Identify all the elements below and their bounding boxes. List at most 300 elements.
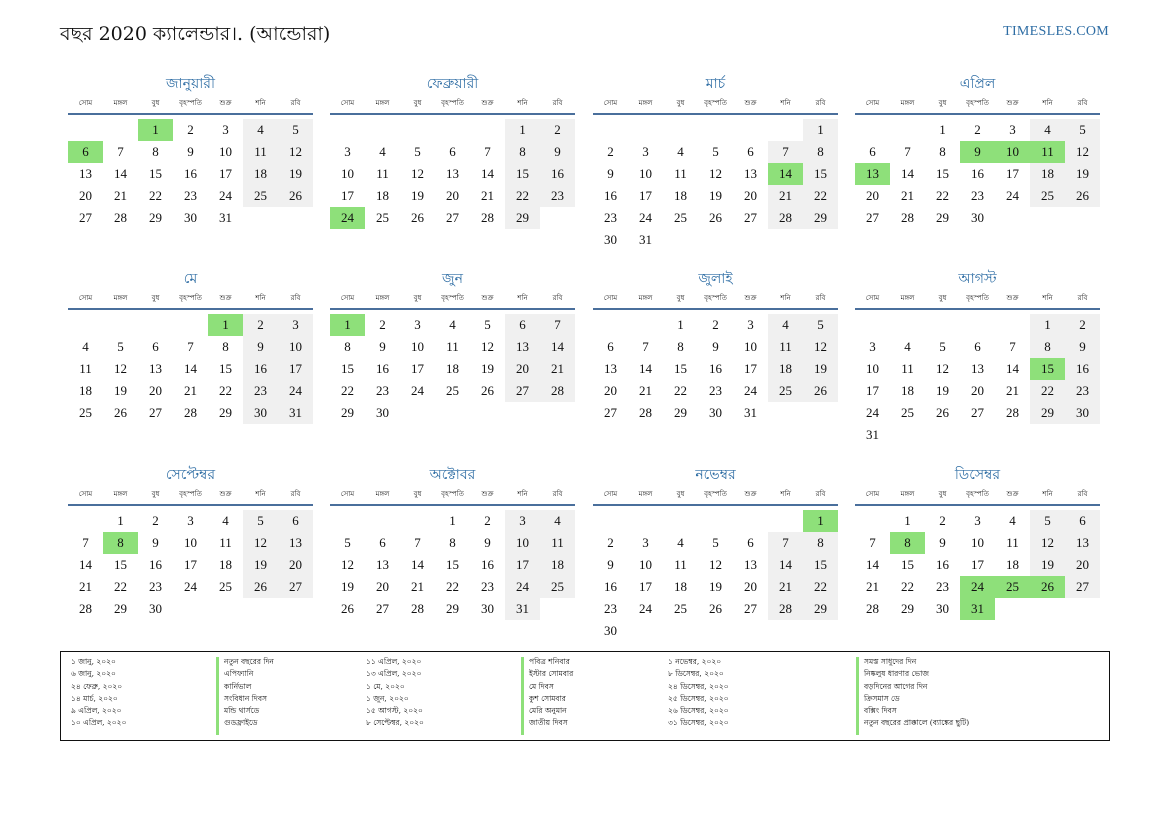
day-cell[interactable]: 13 [744, 166, 757, 181]
day-cell[interactable]: 12 [114, 361, 127, 376]
day-cell[interactable]: 16 [604, 188, 617, 203]
day-cell[interactable]: 3 [974, 513, 981, 528]
day-cell[interactable]: 12 [278, 141, 313, 163]
day-cell[interactable]: 4 [449, 317, 456, 332]
day-cell[interactable]: 26 [481, 383, 494, 398]
day-cell[interactable]: 6 [449, 144, 456, 159]
day-cell[interactable]: 22 [674, 383, 687, 398]
day-cell[interactable]: 20 [866, 188, 879, 203]
day-cell[interactable]: 28 [411, 601, 424, 616]
day-cell[interactable]: 10 [219, 144, 232, 159]
day-cell[interactable]: 8 [152, 144, 159, 159]
day-cell[interactable]: 2 [712, 317, 719, 332]
day-cell[interactable]: 6 [974, 339, 981, 354]
day-cell-holiday[interactable]: 8 [890, 532, 925, 554]
day-cell[interactable]: 16 [1065, 358, 1100, 380]
day-cell[interactable]: 2 [243, 314, 278, 336]
day-cell[interactable]: 3 [505, 510, 540, 532]
day-cell[interactable]: 6 [747, 144, 754, 159]
day-cell[interactable]: 25 [674, 601, 687, 616]
day-cell[interactable]: 24 [866, 405, 879, 420]
day-cell[interactable]: 6 [379, 535, 386, 550]
day-cell[interactable]: 22 [446, 579, 459, 594]
day-cell[interactable]: 4 [379, 144, 386, 159]
day-cell[interactable]: 17 [184, 557, 197, 572]
day-cell[interactable]: 28 [1006, 405, 1019, 420]
day-cell[interactable]: 5 [712, 535, 719, 550]
day-cell[interactable]: 31 [278, 402, 313, 424]
day-cell[interactable]: 21 [540, 358, 575, 380]
day-cell[interactable]: 16 [184, 166, 197, 181]
day-cell[interactable]: 18 [243, 163, 278, 185]
day-cell[interactable]: 25 [901, 405, 914, 420]
day-cell[interactable]: 12 [709, 166, 722, 181]
day-cell[interactable]: 28 [481, 210, 494, 225]
day-cell[interactable]: 2 [607, 144, 614, 159]
day-cell[interactable]: 19 [114, 383, 127, 398]
day-cell[interactable]: 12 [803, 336, 838, 358]
day-cell[interactable]: 14 [1006, 361, 1019, 376]
day-cell[interactable]: 4 [904, 339, 911, 354]
day-cell[interactable]: 20 [376, 579, 389, 594]
day-cell[interactable]: 28 [114, 210, 127, 225]
day-cell[interactable]: 15 [936, 166, 949, 181]
day-cell[interactable]: 21 [866, 579, 879, 594]
day-cell[interactable]: 11 [540, 532, 575, 554]
day-cell[interactable]: 7 [484, 144, 491, 159]
day-cell[interactable]: 2 [484, 513, 491, 528]
day-cell[interactable]: 13 [971, 361, 984, 376]
day-cell[interactable]: 10 [411, 339, 424, 354]
day-cell[interactable]: 2 [974, 122, 981, 137]
brand-link[interactable]: TIMESLES.COM [1003, 24, 1109, 39]
day-cell[interactable]: 24 [639, 210, 652, 225]
day-cell[interactable]: 18 [1006, 557, 1019, 572]
day-cell[interactable]: 18 [1030, 163, 1065, 185]
day-cell[interactable]: 29 [674, 405, 687, 420]
day-cell[interactable]: 22 [114, 579, 127, 594]
day-cell[interactable]: 11 [768, 336, 803, 358]
day-cell[interactable]: 17 [219, 166, 232, 181]
day-cell[interactable]: 15 [446, 557, 459, 572]
day-cell[interactable]: 11 [446, 339, 459, 354]
day-cell[interactable]: 30 [243, 402, 278, 424]
day-cell[interactable]: 9 [243, 336, 278, 358]
day-cell[interactable]: 20 [79, 188, 92, 203]
day-cell[interactable]: 2 [379, 317, 386, 332]
day-cell[interactable]: 30 [149, 601, 162, 616]
day-cell[interactable]: 25 [540, 576, 575, 598]
day-cell[interactable]: 23 [149, 579, 162, 594]
day-cell[interactable]: 19 [341, 579, 354, 594]
day-cell[interactable]: 6 [747, 535, 754, 550]
day-cell[interactable]: 29 [446, 601, 459, 616]
day-cell[interactable]: 3 [642, 144, 649, 159]
day-cell[interactable]: 23 [243, 380, 278, 402]
day-cell[interactable]: 25 [446, 383, 459, 398]
day-cell[interactable]: 14 [114, 166, 127, 181]
day-cell[interactable]: 13 [79, 166, 92, 181]
day-cell[interactable]: 1 [803, 119, 838, 141]
day-cell[interactable]: 30 [376, 405, 389, 420]
day-cell[interactable]: 27 [505, 380, 540, 402]
day-cell[interactable]: 27 [79, 210, 92, 225]
day-cell[interactable]: 9 [939, 535, 946, 550]
day-cell[interactable]: 25 [674, 210, 687, 225]
day-cell[interactable]: 15 [341, 361, 354, 376]
day-cell[interactable]: 14 [639, 361, 652, 376]
day-cell[interactable]: 5 [344, 535, 351, 550]
day-cell[interactable]: 21 [79, 579, 92, 594]
day-cell[interactable]: 9 [607, 166, 614, 181]
day-cell[interactable]: 22 [341, 383, 354, 398]
day-cell[interactable]: 19 [278, 163, 313, 185]
day-cell[interactable]: 5 [117, 339, 124, 354]
day-cell[interactable]: 30 [971, 210, 984, 225]
day-cell-holiday[interactable]: 25 [995, 576, 1030, 598]
day-cell[interactable]: 5 [803, 314, 838, 336]
day-cell[interactable]: 17 [866, 383, 879, 398]
day-cell[interactable]: 19 [1030, 554, 1065, 576]
day-cell[interactable]: 27 [744, 210, 757, 225]
day-cell[interactable]: 3 [222, 122, 229, 137]
day-cell[interactable]: 11 [674, 557, 687, 572]
day-cell[interactable]: 23 [540, 185, 575, 207]
day-cell[interactable]: 19 [411, 188, 424, 203]
day-cell[interactable]: 11 [901, 361, 914, 376]
day-cell[interactable]: 17 [639, 579, 652, 594]
day-cell[interactable]: 28 [768, 598, 803, 620]
day-cell[interactable]: 31 [866, 427, 879, 442]
day-cell[interactable]: 21 [901, 188, 914, 203]
day-cell[interactable]: 10 [639, 557, 652, 572]
day-cell[interactable]: 6 [1065, 510, 1100, 532]
day-cell[interactable]: 26 [114, 405, 127, 420]
day-cell[interactable]: 25 [768, 380, 803, 402]
day-cell[interactable]: 21 [639, 383, 652, 398]
day-cell[interactable]: 4 [540, 510, 575, 532]
day-cell[interactable]: 4 [243, 119, 278, 141]
day-cell[interactable]: 4 [677, 144, 684, 159]
day-cell[interactable]: 20 [446, 188, 459, 203]
day-cell[interactable]: 9 [152, 535, 159, 550]
day-cell[interactable]: 13 [149, 361, 162, 376]
day-cell[interactable]: 29 [505, 207, 540, 229]
day-cell[interactable]: 12 [341, 557, 354, 572]
day-cell[interactable]: 7 [540, 314, 575, 336]
day-cell[interactable]: 10 [341, 166, 354, 181]
day-cell[interactable]: 21 [768, 185, 803, 207]
day-cell-holiday[interactable]: 11 [1030, 141, 1065, 163]
day-cell[interactable]: 3 [414, 317, 421, 332]
day-cell[interactable]: 8 [505, 141, 540, 163]
day-cell[interactable]: 19 [803, 358, 838, 380]
day-cell[interactable]: 23 [376, 383, 389, 398]
day-cell[interactable]: 10 [971, 535, 984, 550]
day-cell[interactable]: 21 [768, 576, 803, 598]
day-cell[interactable]: 8 [803, 141, 838, 163]
day-cell[interactable]: 22 [505, 185, 540, 207]
day-cell[interactable]: 1 [904, 513, 911, 528]
day-cell[interactable]: 12 [1030, 532, 1065, 554]
day-cell[interactable]: 21 [1006, 383, 1019, 398]
day-cell[interactable]: 9 [1065, 336, 1100, 358]
day-cell[interactable]: 29 [803, 598, 838, 620]
day-cell[interactable]: 15 [149, 166, 162, 181]
day-cell[interactable]: 26 [278, 185, 313, 207]
day-cell-holiday[interactable]: 1 [330, 314, 365, 336]
day-cell-holiday[interactable]: 6 [68, 141, 103, 163]
day-cell[interactable]: 16 [709, 361, 722, 376]
day-cell[interactable]: 24 [639, 601, 652, 616]
day-cell[interactable]: 2 [939, 513, 946, 528]
day-cell[interactable]: 9 [540, 141, 575, 163]
day-cell-holiday[interactable]: 13 [855, 163, 890, 185]
day-cell[interactable]: 24 [278, 380, 313, 402]
day-cell[interactable]: 7 [642, 339, 649, 354]
day-cell[interactable]: 18 [79, 383, 92, 398]
day-cell[interactable]: 27 [446, 210, 459, 225]
day-cell[interactable]: 27 [149, 405, 162, 420]
day-cell[interactable]: 29 [219, 405, 232, 420]
day-cell[interactable]: 2 [607, 535, 614, 550]
day-cell[interactable]: 22 [936, 188, 949, 203]
day-cell[interactable]: 10 [639, 166, 652, 181]
day-cell[interactable]: 9 [712, 339, 719, 354]
day-cell[interactable]: 24 [744, 383, 757, 398]
day-cell-holiday[interactable]: 1 [803, 510, 838, 532]
day-cell[interactable]: 26 [341, 601, 354, 616]
day-cell[interactable]: 17 [744, 361, 757, 376]
day-cell[interactable]: 12 [411, 166, 424, 181]
day-cell[interactable]: 18 [446, 361, 459, 376]
day-cell[interactable]: 11 [219, 535, 232, 550]
day-cell[interactable]: 21 [114, 188, 127, 203]
day-cell[interactable]: 30 [709, 405, 722, 420]
day-cell[interactable]: 20 [149, 383, 162, 398]
day-cell[interactable]: 15 [114, 557, 127, 572]
day-cell[interactable]: 20 [604, 383, 617, 398]
day-cell[interactable]: 1 [677, 317, 684, 332]
day-cell[interactable]: 23 [481, 579, 494, 594]
day-cell[interactable]: 9 [379, 339, 386, 354]
day-cell[interactable]: 26 [1065, 185, 1100, 207]
day-cell-holiday[interactable]: 1 [138, 119, 173, 141]
day-cell[interactable]: 9 [484, 535, 491, 550]
day-cell-holiday[interactable]: 24 [960, 576, 995, 598]
day-cell[interactable]: 2 [540, 119, 575, 141]
day-cell[interactable]: 25 [376, 210, 389, 225]
day-cell[interactable]: 29 [901, 601, 914, 616]
day-cell[interactable]: 15 [219, 361, 232, 376]
day-cell[interactable]: 8 [939, 144, 946, 159]
day-cell[interactable]: 3 [747, 317, 754, 332]
day-cell[interactable]: 29 [1030, 402, 1065, 424]
day-cell[interactable]: 23 [604, 601, 617, 616]
day-cell-holiday[interactable]: 24 [330, 207, 365, 229]
day-cell[interactable]: 22 [803, 185, 838, 207]
day-cell[interactable]: 16 [481, 557, 494, 572]
day-cell[interactable]: 15 [803, 163, 838, 185]
day-cell[interactable]: 2 [187, 122, 194, 137]
day-cell[interactable]: 18 [674, 579, 687, 594]
day-cell[interactable]: 8 [222, 339, 229, 354]
day-cell[interactable]: 19 [481, 361, 494, 376]
day-cell[interactable]: 28 [184, 405, 197, 420]
day-cell[interactable]: 13 [376, 557, 389, 572]
day-cell[interactable]: 14 [768, 554, 803, 576]
day-cell[interactable]: 9 [607, 557, 614, 572]
day-cell[interactable]: 7 [82, 535, 89, 550]
day-cell[interactable]: 1 [939, 122, 946, 137]
day-cell[interactable]: 18 [768, 358, 803, 380]
day-cell[interactable]: 11 [79, 361, 92, 376]
day-cell[interactable]: 3 [344, 144, 351, 159]
day-cell[interactable]: 24 [1006, 188, 1019, 203]
day-cell[interactable]: 9 [187, 144, 194, 159]
day-cell[interactable]: 24 [219, 188, 232, 203]
day-cell[interactable]: 18 [674, 188, 687, 203]
day-cell[interactable]: 6 [607, 339, 614, 354]
day-cell-holiday[interactable]: 8 [103, 532, 138, 554]
day-cell[interactable]: 21 [184, 383, 197, 398]
day-cell[interactable]: 19 [243, 554, 278, 576]
day-cell[interactable]: 7 [117, 144, 124, 159]
day-cell[interactable]: 5 [414, 144, 421, 159]
day-cell[interactable]: 13 [1065, 532, 1100, 554]
day-cell[interactable]: 30 [604, 623, 617, 638]
day-cell[interactable]: 25 [219, 579, 232, 594]
day-cell[interactable]: 28 [768, 207, 803, 229]
day-cell[interactable]: 26 [709, 601, 722, 616]
day-cell[interactable]: 6 [152, 339, 159, 354]
day-cell[interactable]: 16 [540, 163, 575, 185]
day-cell[interactable]: 11 [1006, 535, 1019, 550]
day-cell[interactable]: 6 [869, 144, 876, 159]
day-cell[interactable]: 27 [744, 601, 757, 616]
day-cell[interactable]: 7 [904, 144, 911, 159]
day-cell[interactable]: 30 [1065, 402, 1100, 424]
day-cell[interactable]: 23 [604, 210, 617, 225]
day-cell[interactable]: 30 [184, 210, 197, 225]
day-cell[interactable]: 31 [505, 598, 540, 620]
day-cell[interactable]: 25 [1030, 185, 1065, 207]
day-cell[interactable]: 27 [376, 601, 389, 616]
day-cell[interactable]: 26 [709, 210, 722, 225]
day-cell-holiday[interactable]: 14 [768, 163, 803, 185]
day-cell[interactable]: 5 [712, 144, 719, 159]
day-cell[interactable]: 15 [803, 554, 838, 576]
day-cell[interactable]: 27 [866, 210, 879, 225]
day-cell[interactable]: 29 [803, 207, 838, 229]
day-cell[interactable]: 1 [449, 513, 456, 528]
day-cell[interactable]: 24 [505, 576, 540, 598]
day-cell[interactable]: 12 [243, 532, 278, 554]
day-cell[interactable]: 16 [604, 579, 617, 594]
day-cell[interactable]: 10 [184, 535, 197, 550]
day-cell[interactable]: 4 [82, 339, 89, 354]
day-cell[interactable]: 28 [901, 210, 914, 225]
day-cell[interactable]: 25 [243, 185, 278, 207]
day-cell[interactable]: 17 [278, 358, 313, 380]
day-cell[interactable]: 7 [869, 535, 876, 550]
day-cell[interactable]: 14 [79, 557, 92, 572]
day-cell[interactable]: 23 [184, 188, 197, 203]
day-cell[interactable]: 28 [639, 405, 652, 420]
day-cell[interactable]: 11 [674, 166, 687, 181]
day-cell[interactable]: 16 [971, 166, 984, 181]
day-cell[interactable]: 12 [1065, 141, 1100, 163]
day-cell[interactable]: 18 [540, 554, 575, 576]
day-cell[interactable]: 18 [219, 557, 232, 572]
day-cell[interactable]: 28 [79, 601, 92, 616]
day-cell[interactable]: 22 [803, 576, 838, 598]
day-cell-holiday[interactable]: 10 [995, 141, 1030, 163]
day-cell[interactable]: 4 [1030, 119, 1065, 141]
day-cell[interactable]: 10 [744, 339, 757, 354]
day-cell[interactable]: 17 [505, 554, 540, 576]
day-cell[interactable]: 17 [411, 361, 424, 376]
day-cell[interactable]: 8 [803, 532, 838, 554]
day-cell[interactable]: 23 [1065, 380, 1100, 402]
day-cell[interactable]: 12 [481, 339, 494, 354]
day-cell[interactable]: 5 [1030, 510, 1065, 532]
day-cell[interactable]: 5 [243, 510, 278, 532]
day-cell[interactable]: 7 [768, 141, 803, 163]
day-cell[interactable]: 16 [376, 361, 389, 376]
day-cell[interactable]: 1 [117, 513, 124, 528]
day-cell[interactable]: 18 [376, 188, 389, 203]
day-cell[interactable]: 14 [411, 557, 424, 572]
day-cell[interactable]: 26 [936, 405, 949, 420]
day-cell[interactable]: 19 [709, 579, 722, 594]
day-cell[interactable]: 13 [604, 361, 617, 376]
day-cell[interactable]: 21 [411, 579, 424, 594]
day-cell[interactable]: 5 [1065, 119, 1100, 141]
day-cell[interactable]: 12 [936, 361, 949, 376]
day-cell[interactable]: 20 [505, 358, 540, 380]
day-cell[interactable]: 19 [709, 188, 722, 203]
day-cell[interactable]: 31 [744, 405, 757, 420]
day-cell[interactable]: 3 [187, 513, 194, 528]
day-cell[interactable]: 3 [278, 314, 313, 336]
day-cell[interactable]: 22 [219, 383, 232, 398]
day-cell[interactable]: 12 [709, 557, 722, 572]
day-cell[interactable]: 31 [219, 210, 232, 225]
day-cell[interactable]: 23 [709, 383, 722, 398]
day-cell[interactable]: 20 [744, 188, 757, 203]
day-cell[interactable]: 15 [674, 361, 687, 376]
day-cell[interactable]: 14 [901, 166, 914, 181]
day-cell[interactable]: 30 [604, 232, 617, 247]
day-cell[interactable]: 26 [803, 380, 838, 402]
day-cell[interactable]: 20 [278, 554, 313, 576]
day-cell[interactable]: 17 [639, 188, 652, 203]
day-cell[interactable]: 29 [114, 601, 127, 616]
day-cell[interactable]: 1 [505, 119, 540, 141]
day-cell[interactable]: 16 [243, 358, 278, 380]
day-cell[interactable]: 19 [1065, 163, 1100, 185]
day-cell[interactable]: 13 [278, 532, 313, 554]
day-cell[interactable]: 5 [939, 339, 946, 354]
day-cell[interactable]: 6 [278, 510, 313, 532]
day-cell[interactable]: 7 [414, 535, 421, 550]
day-cell[interactable]: 4 [768, 314, 803, 336]
day-cell[interactable]: 5 [484, 317, 491, 332]
day-cell[interactable]: 1 [1030, 314, 1065, 336]
day-cell[interactable]: 25 [79, 405, 92, 420]
day-cell[interactable]: 29 [341, 405, 354, 420]
